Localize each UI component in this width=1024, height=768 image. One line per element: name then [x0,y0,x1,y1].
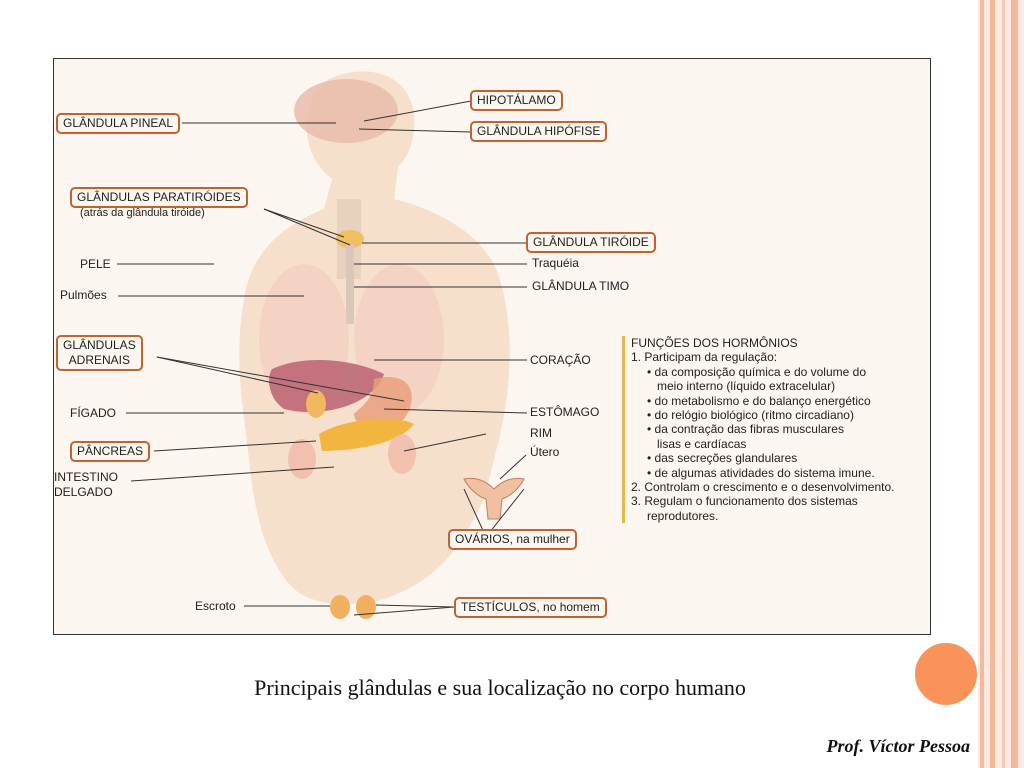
functions-line: • do relógio biológico (ritmo circadiano) [647,408,854,423]
label-glandula-timo: GLÂNDULA TIMO [532,279,630,293]
label-intestino-line1: INTESTINO [54,470,119,484]
label-glandula-tiroide: GLÂNDULA TIRÓIDE [526,232,656,253]
label-utero: Útero [530,445,560,459]
functions-line: lisas e cardíacas [657,436,747,451]
functions-line: reprodutores. [647,508,719,523]
label-coracao: CORAÇÃO [530,353,591,367]
label-pulmoes: Pulmões [60,288,107,302]
label-intestino-line2: DELGADO [54,485,113,499]
endocrine-figure [53,58,931,635]
functions-line: • da contração das fibras musculares [647,422,844,437]
functions-line: • do metabolismo e do balanço energético [647,393,871,408]
label-rim: RIM [530,426,552,440]
label-glandula-pineal: GLÂNDULA PINEAL [56,113,180,134]
functions-title: FUNÇÕES DOS HORMÔNIOS [631,336,798,350]
label-pancreas: PÂNCREAS [70,441,150,462]
functions-line: • de algumas atividades do sistema imune. [647,465,875,480]
functions-line: meio interno (líquido extracelular) [657,379,836,394]
functions-line: • da composição química e do volume do [647,364,866,379]
label-adrenais-line2: ADRENAIS [68,353,131,367]
functions-line: • das secreções glandulares [647,451,798,466]
hormone-functions-box [622,336,931,523]
label-glandulas-adrenais [56,335,143,371]
author-credit: Prof. Víctor Pessoa [826,736,970,756]
figure-caption: Principais glândulas e sua localização no corpo humano [254,675,746,700]
functions-line: 1. Participam da regulação: [631,350,778,365]
label-adrenais-line1: GLÂNDULAS [63,338,136,352]
label-pele: PELE [80,257,111,271]
functions-line: 2. Controlam o crescimento e o desenvolvimento. [631,480,895,495]
label-figado: FÍGADO [70,406,117,420]
label-glandulas-paratiroides: GLÂNDULAS PARATIRÓIDES [70,187,248,208]
label-escroto: Escroto [195,599,236,613]
label-ovarios: OVÁRIOS, na mulher [448,529,577,550]
label-testiculos: TESTÍCULOS, no homem [454,597,607,618]
label-paratiroides-note: (atrás da glândula tiróide) [80,207,205,219]
decorative-stripes [978,0,1024,768]
label-traqueia: Traquéia [532,256,579,270]
label-intestino-delgado [54,470,118,500]
label-estomago: ESTÔMAGO [530,405,600,419]
label-glandula-hipofise: GLÂNDULA HIPÓFISE [470,121,607,142]
label-hipotalamo: HIPOTÁLAMO [470,90,563,111]
functions-line: 3. Regulam o funcionamento dos sistemas [631,494,858,509]
